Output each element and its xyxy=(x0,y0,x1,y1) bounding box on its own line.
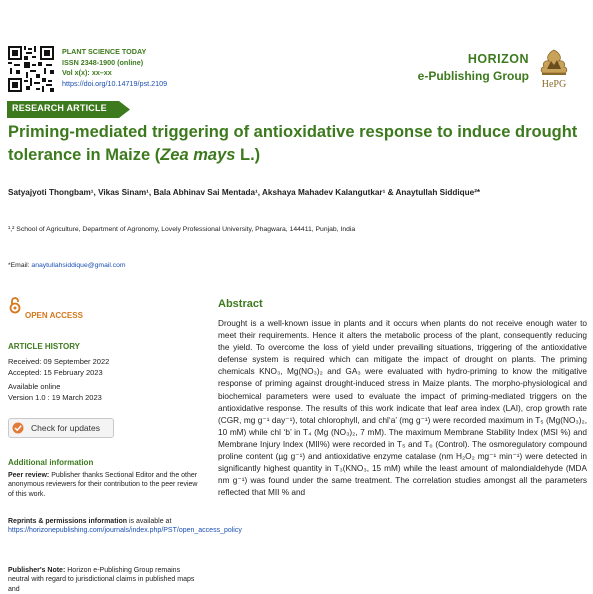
check-for-updates-icon xyxy=(12,422,24,434)
title-species: Zea mays xyxy=(160,146,236,164)
doi-link[interactable]: https://doi.org/10.14719/pst.2109 xyxy=(62,78,168,88)
version-info: Version 1.0 : 19 March 2023 xyxy=(8,392,102,402)
publisher-line2: e-Publishing Group xyxy=(417,69,529,83)
article-title xyxy=(8,121,586,167)
reprints-label: Reprints & permissions information xyxy=(8,518,128,525)
open-access-lock-icon xyxy=(8,296,22,314)
received-date: Received: 09 September 2022 xyxy=(8,357,110,366)
publisher-note-label: Publisher's Note: xyxy=(8,567,66,574)
peer-review-label: Peer review: xyxy=(8,472,50,479)
title-main: Priming-mediated triggering of antioxidative response to induce drought tolerance in Maize ( xyxy=(8,123,578,164)
journal-name: PLANT SCIENCE TODAY xyxy=(62,47,147,56)
hepg-logo-icon xyxy=(534,47,574,93)
check-for-updates-label: Check for updates xyxy=(31,423,100,433)
reprints-link[interactable]: https://horizonepublishing.com/journals/index.php/PST/open_access_policy xyxy=(8,527,242,535)
reprints-text: is available at xyxy=(127,518,172,525)
check-for-updates-button[interactable] xyxy=(8,418,114,438)
journal-info xyxy=(62,47,167,89)
journal-issn: ISSN 2348-1900 (online) xyxy=(62,57,144,67)
email-label: *Email: xyxy=(8,262,32,269)
affiliation: ¹,² School of Agriculture, Department of Agronomy, Lovely Professional University, Phagwara, 144411, Punjab, India xyxy=(8,226,356,233)
publisher-line1: HORIZON xyxy=(467,52,529,66)
article-type-label: RESEARCH ARTICLE xyxy=(12,103,107,113)
article-history xyxy=(8,357,109,403)
available-online-label: Available online xyxy=(8,382,61,391)
additional-info-heading: Additional information xyxy=(8,458,94,467)
reprints-note xyxy=(8,517,242,536)
publisher-note xyxy=(8,566,198,594)
abstract-heading: Abstract xyxy=(218,298,263,310)
peer-review-text: Publisher thanks Sectional Editor and the other anonymous reviewers for their contribution to the peer review of this work. xyxy=(8,472,198,498)
publisher-name xyxy=(418,52,529,83)
abstract-body: Drought is a well-known issue in plants and it occurs when plants do not receive enough water to meet their requirements. Hence it alters the metabolic process of the plant, consequently reducing the yield. To overcome the loss of yield under prevailing situations, triggering of the antioxidative defense system is required which can mitigate the impact of drought on plants. The priming chemicals KNO₃, Mg(NO₃)₂ and GA₃ were evaluated with hydro-priming to know the mitigative response of priming against drought-induced stress in Maize plants. The morpho-physiological and biochemical parameters were used to evaluate the impact of priming-mediated triggers on the antioxidative response. The results of this work indicate that leaf area index (LAI), crop growth rate (CGR, mg g⁻¹ day⁻¹), total chlorophyll, and chl‘a’ (mg g⁻¹) were recorded maximum in T₅ (Mg(NO₃)₂, 10 mM) while chl ‘b’ in T₄ (Mg (NO₃)₂, 7 mM). The maximum Membrane Stability Index (MSI %) and Membrane Injury Index (MII%) were recorded in T₅ and T₀ (Control). The osmoregulatory compound proline content (µg g⁻¹) and antioxidative enzyme catalase (nm H₂O₂ mg⁻¹ min⁻¹) were detected in significantly highest quantity in T₃(KNO₃, 15 mM) while the least amount of malondialdehyde (MDA nm g⁻¹) was found under the same treatment. The correlation studies amongst all the parameters reflected that MII % and xyxy=(218,319,587,498)
email-link[interactable]: anaytullahsiddique@gmail.com xyxy=(31,262,126,269)
corresponding-email xyxy=(8,262,126,269)
journal-volume: Vol x(x): xx–xx xyxy=(62,68,112,77)
accepted-date: Accepted: 15 February 2023 xyxy=(8,367,103,377)
open-access-label: OPEN ACCESS xyxy=(25,311,83,320)
title-end: L.) xyxy=(235,146,261,164)
peer-review-note xyxy=(8,471,198,499)
article-history-heading: ARTICLE HISTORY xyxy=(8,342,81,351)
qr-code xyxy=(8,46,54,92)
author-list: Satyajyoti Thongbam¹, Vikas Sinam¹, Bala Abhinav Sai Mentada¹, Akshaya Mahadev Kalangutkar¹ & Anaytullah Siddique²* xyxy=(8,188,481,197)
logo-text: HePG xyxy=(541,79,567,90)
publisher-note-text: Horizon e-Publishing Group remains neutral with regard to jurisdictional claims in published maps and xyxy=(8,567,195,593)
